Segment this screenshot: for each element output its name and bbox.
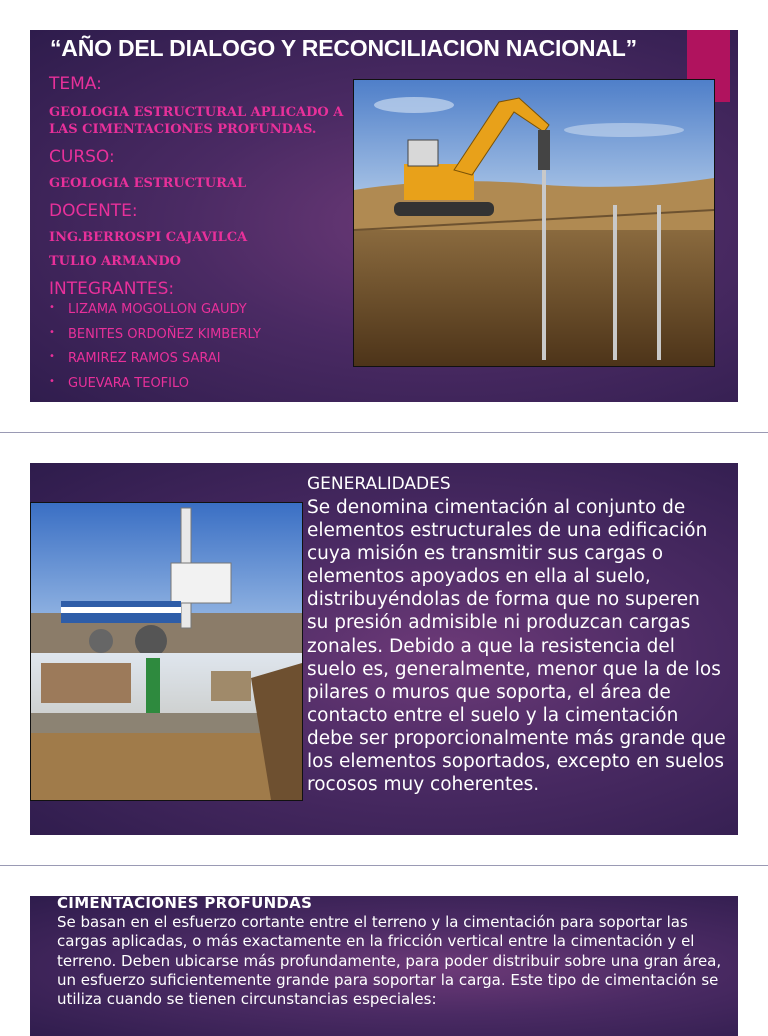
list-item: • BENITES ORDOÑEZ KIMBERLY	[49, 326, 261, 342]
tema-value: GEOLOGIA ESTRUCTURAL APLICADO A LAS CIMENTACIONES PROFUNDAS.	[49, 105, 344, 137]
tema-label: TEMA:	[49, 74, 102, 94]
docente-label: DOCENTE:	[49, 201, 138, 221]
slide-title	[30, 30, 738, 402]
curso-label: CURSO:	[49, 147, 115, 167]
list-item: • LIZAMA MOGOLLON GAUDY	[49, 302, 247, 317]
curso-value: GEOLOGIA ESTRUCTURAL	[49, 176, 247, 191]
excavator-piles-image	[353, 79, 715, 367]
slide-cimentaciones-profundas	[30, 896, 738, 1036]
list-item: • RAMIREZ RAMOS SARAI	[49, 351, 221, 366]
slide-generalidades	[30, 463, 738, 835]
integrantes-list	[49, 302, 261, 400]
slide-divider	[0, 432, 768, 433]
section-heading: GENERALIDADES	[307, 474, 451, 494]
docente-name-line1: ING.BERROSPI CAJAVILCA	[49, 230, 248, 245]
docente-name-line2: TULIO ARMANDO	[49, 254, 181, 269]
bullet-icon: •	[49, 351, 55, 362]
list-item: • GUEVARA TEOFILO	[49, 375, 189, 391]
integrantes-label: INTEGRANTES:	[49, 279, 175, 299]
bullet-icon: •	[49, 326, 55, 338]
bullet-icon: •	[49, 302, 55, 313]
slide-title-text: “AÑO DEL DIALOGO Y RECONCILIACION NACIONAL”	[50, 35, 637, 61]
section-body: Se denomina cimentación al conjunto de elementos estructurales de una edificación cuya misión es transmitir sus cargas o elementos apoyados en ella al suelo, distribuyéndolas de forma que no superen su presión admisible ni produzcan cargas zonales. Debido a que la resistencia del suelo es, generalmente, menor que la de los pilares o muros que soporta, el área de contacto entre el suelo y la cimentación debe ser proporcionalmente más grande que los elementos soportados, excepto en suelos rocosos muy coherentes.	[307, 497, 726, 796]
section-body: Se basan en el esfuerzo cortante entre el terreno y la cimentación para soportar las cargas aplicadas, o más exactamente en la fricción vertical entre la cimentación y el terreno. Deben ubicarse más profundamente, para poder distribuir sobre una gran área, un esfuerzo suficientemente grande para soportar la carga. Este tipo de cimentación se utiliza cuando se tienen circunstancias especiales:	[57, 913, 722, 1009]
construction-site-image	[30, 502, 303, 801]
slide-divider	[0, 865, 768, 866]
section-heading: CIMENTACIONES PROFUNDAS	[57, 896, 313, 912]
bullet-icon: •	[49, 375, 55, 387]
